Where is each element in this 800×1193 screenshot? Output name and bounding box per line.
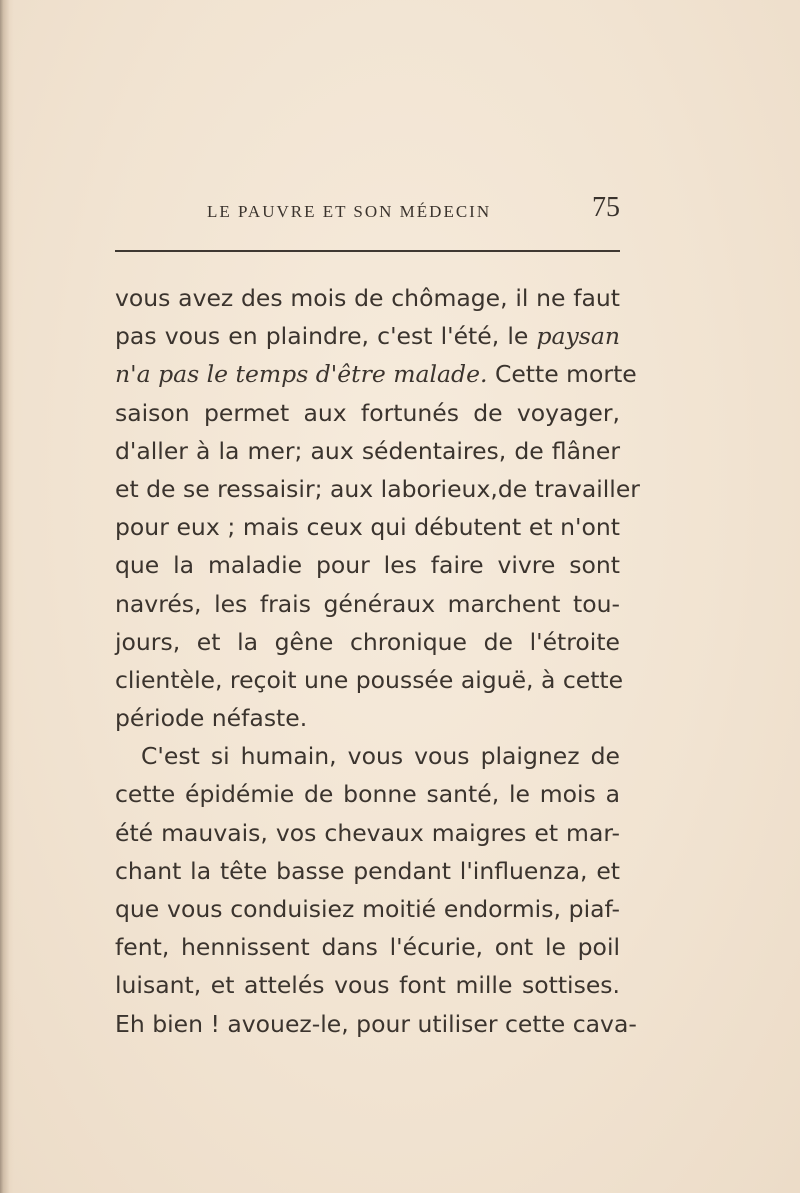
text-line bbox=[115, 546, 620, 584]
text-line bbox=[115, 966, 620, 1004]
text-run: été mauvais, vos chevaux maigres et mar- bbox=[115, 818, 620, 847]
text-run: chant la tête basse pendant l'influenza, et bbox=[115, 856, 620, 885]
page-number: 75 bbox=[592, 192, 620, 223]
text-line bbox=[115, 394, 620, 432]
running-title: LE PAUVRE ET SON MÉDECIN bbox=[207, 202, 492, 221]
text-run: Cette morte bbox=[487, 360, 637, 389]
body-text bbox=[115, 279, 640, 1043]
text-run: que la maladie pour les faire vivre sont bbox=[115, 551, 620, 580]
text-run: Eh bien ! avouez-le, pour utiliser cette cava- bbox=[115, 1009, 637, 1038]
text-run: luisant, et attelés vous font mille sottises. bbox=[115, 971, 620, 1000]
text-run: saison permet aux fortunés de voyager, bbox=[115, 398, 620, 427]
text-line bbox=[115, 623, 620, 661]
text-line bbox=[115, 317, 620, 355]
text-line bbox=[115, 661, 624, 699]
text-run: vous avez des mois de chômage, il ne faut bbox=[115, 284, 620, 312]
running-head bbox=[115, 192, 620, 236]
text-line bbox=[115, 279, 620, 317]
text-line bbox=[115, 585, 620, 623]
text-line bbox=[115, 1005, 637, 1043]
italic-text-run: paysan bbox=[536, 322, 620, 351]
text-run: que vous conduisiez moitié endormis, piaf- bbox=[115, 895, 620, 923]
text-line bbox=[115, 852, 620, 890]
text-run: pour eux ; mais ceux qui débutent et n'ont bbox=[115, 513, 620, 542]
text-line bbox=[115, 737, 620, 775]
text-run: et de se ressaisir; aux laborieux,de travailler bbox=[115, 474, 640, 503]
text-line bbox=[115, 890, 620, 928]
italic-text-run: n'a pas le temps d'être malade. bbox=[115, 360, 488, 389]
text-line bbox=[115, 814, 620, 852]
text-run: jours, et la gêne chronique de l'étroite bbox=[115, 627, 620, 656]
text-run: pas vous en plaindre, c'est l'été, le bbox=[115, 322, 537, 351]
text-run: période néfaste. bbox=[115, 704, 308, 733]
text-line bbox=[115, 508, 620, 546]
text-line bbox=[115, 470, 640, 508]
text-line bbox=[115, 432, 620, 470]
text-line bbox=[115, 775, 620, 813]
text-line bbox=[115, 699, 620, 737]
header-rule bbox=[115, 250, 620, 252]
text-run: clientèle, reçoit une poussée aiguë, à cette bbox=[115, 665, 624, 694]
page-binding-edge bbox=[0, 0, 14, 1193]
text-run: navrés, les frais généraux marchent tou- bbox=[115, 589, 620, 618]
text-run: C'est si humain, vous vous plaignez de bbox=[141, 742, 620, 771]
text-run: d'aller à la mer; aux sédentaires, de flâner bbox=[115, 436, 620, 465]
text-line bbox=[115, 928, 620, 966]
text-run: fent, hennissent dans l'écurie, ont le poil bbox=[115, 933, 620, 962]
text-line bbox=[115, 355, 637, 393]
text-run: cette épidémie de bonne santé, le mois a bbox=[115, 780, 620, 809]
